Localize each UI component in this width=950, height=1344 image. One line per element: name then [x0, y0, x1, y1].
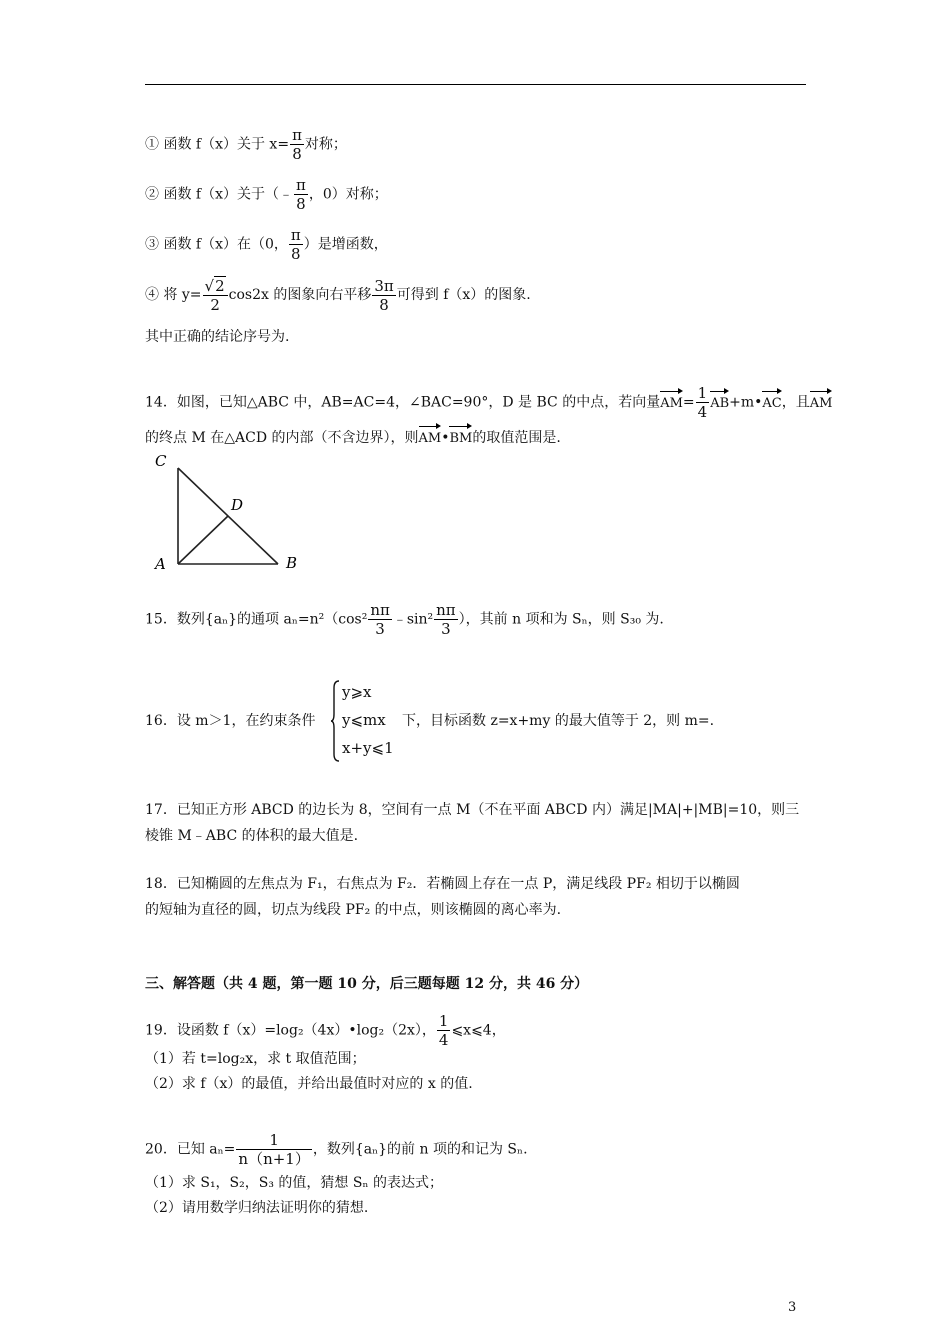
- statement-conclusion: 其中正确的结论序号为.: [145, 329, 290, 345]
- fraction-1-n-n-plus-1: $\frac{1}{n(n+1)}$: [238, 1131, 310, 1168]
- fraction-pi-8: $\frac{\pi}{8}$: [292, 126, 302, 163]
- constraint-1: y⩾x: [342, 683, 372, 701]
- label-c: C: [155, 452, 167, 470]
- question-17-line-2: 棱锥 M﹣ABC 的体积的最大值是.: [145, 828, 359, 844]
- question-17-line-1: 17．已知正方形 ABCD 的边长为 8，空间有一点 M（不在平面 ABCD 内）满足|MA|+|MB|=10，则三: [145, 802, 800, 818]
- fraction-npi-3: $\frac{n\pi}{3}$: [436, 601, 456, 638]
- question-16-suffix: 下，目标函数 z=x+my 的最大值等于 2，则 m=.: [402, 713, 715, 729]
- question-20: 20．已知 aₙ= $\frac{1}{n(n+1)}$ ，数列{aₙ}的前 n 项的和记为 Sₙ.: [145, 1131, 528, 1168]
- vector-ac: AC: [762, 390, 781, 414]
- constraint-system: [330, 680, 400, 762]
- question-19-part-1: （1）若 t=log₂x，求 t 取值范围；: [145, 1051, 366, 1067]
- vector-am: AM: [660, 390, 683, 414]
- vector-ab: AB: [710, 390, 729, 414]
- question-19: 19．设函数 f（x）=log₂（4x）•log₂（2x）， $\frac{1}{4}$ ⩽x⩽4，: [145, 1012, 506, 1049]
- section-heading: 三、解答题（共 4 题，第一题 10 分，后三题每题 12 分，共 46 分）: [145, 976, 589, 992]
- segment-ad: [178, 516, 228, 564]
- question-20-part-1: （1）求 S₁，S₂，S₃ 的值，猜想 Sₙ 的表达式；: [145, 1175, 443, 1191]
- question-14-line-1: 14．如图，已知△ABC 中，AB=AC=4，∠BAC=90°，D 是 BC 的中点，若向量AM= $\frac{1}{4}$ AB+m•AC，且AM: [145, 384, 833, 421]
- vector-bm: BM: [449, 425, 472, 449]
- question-19-part-2: （2）求 f（x）的最值，并给出最值时对应的 x 的值.: [145, 1076, 473, 1092]
- constraint-3: x+y⩽1: [342, 739, 394, 757]
- label-d: D: [231, 496, 244, 514]
- fraction-1-4: $\frac{1}{4}$: [697, 384, 708, 421]
- question-15: 15．数列{aₙ}的通项 aₙ=n²（cos² $\frac{n\pi}{3}$ ﹣sin² $\frac{n\pi}{3}$ ），其前 n 项和为 Sₙ，则 S₃₀ 为.: [145, 601, 664, 638]
- question-20-part-2: （2）请用数学归纳法证明你的猜想.: [145, 1200, 369, 1216]
- vector-am: AM: [810, 390, 833, 414]
- question-18-line-2: 的短轴为直径的圆，切点为线段 PF₂ 的中点，则该椭圆的离心率为.: [145, 902, 562, 918]
- fraction-npi-3: $\frac{n\pi}{3}$: [370, 601, 390, 638]
- statement-1: ① 函数 f（x）关于 x= $\frac{\pi}{8}$ 对称；: [145, 126, 347, 163]
- fraction-sqrt2-2: $\frac{√2}{2}$: [203, 276, 228, 314]
- fraction-pi-8: $\frac{\pi}{8}$: [295, 176, 306, 213]
- label-a: A: [155, 555, 166, 573]
- vector-am: AM: [419, 425, 442, 449]
- header-rule: [145, 84, 806, 85]
- page-number: 3: [788, 1300, 797, 1315]
- fraction-3pi-8: $\frac{3\pi}{8}$: [374, 276, 394, 314]
- left-brace: [330, 680, 340, 762]
- statement-1-text: ① 函数 f（x）关于 x=: [145, 136, 290, 153]
- fraction-pi-8: $\frac{\pi}{8}$: [290, 226, 301, 263]
- question-14-line-2: 的终点 M 在△ACD 的内部（不含边界），则AM•BM的取值范围是.: [145, 425, 561, 449]
- triangle-figure: [145, 448, 315, 578]
- constraint-2: y⩽mx: [342, 711, 386, 729]
- question-18-line-1: 18．已知椭圆的左焦点为 F₁，右焦点为 F₂．若椭圆上存在一点 P，满足线段 PF₂ 相切于以椭圆: [145, 876, 740, 892]
- fraction-1-4: $\frac{1}{4}$: [438, 1012, 449, 1049]
- question-16-prefix: 16．设 m＞1，在约束条件: [145, 713, 316, 729]
- statement-4: ④ 将 y= $\frac{√2}{2}$ cos2x 的图象向右平移 $\frac{3\pi}{8}$ 可得到 f（x）的图象.: [145, 276, 531, 314]
- statement-3: ③ 函数 f（x）在（0， $\frac{\pi}{8}$ ）是增函数，: [145, 226, 388, 263]
- label-b: B: [286, 554, 298, 572]
- statement-2: ② 函数 f（x）关于（﹣ $\frac{\pi}{8}$ ，0）对称；: [145, 176, 388, 213]
